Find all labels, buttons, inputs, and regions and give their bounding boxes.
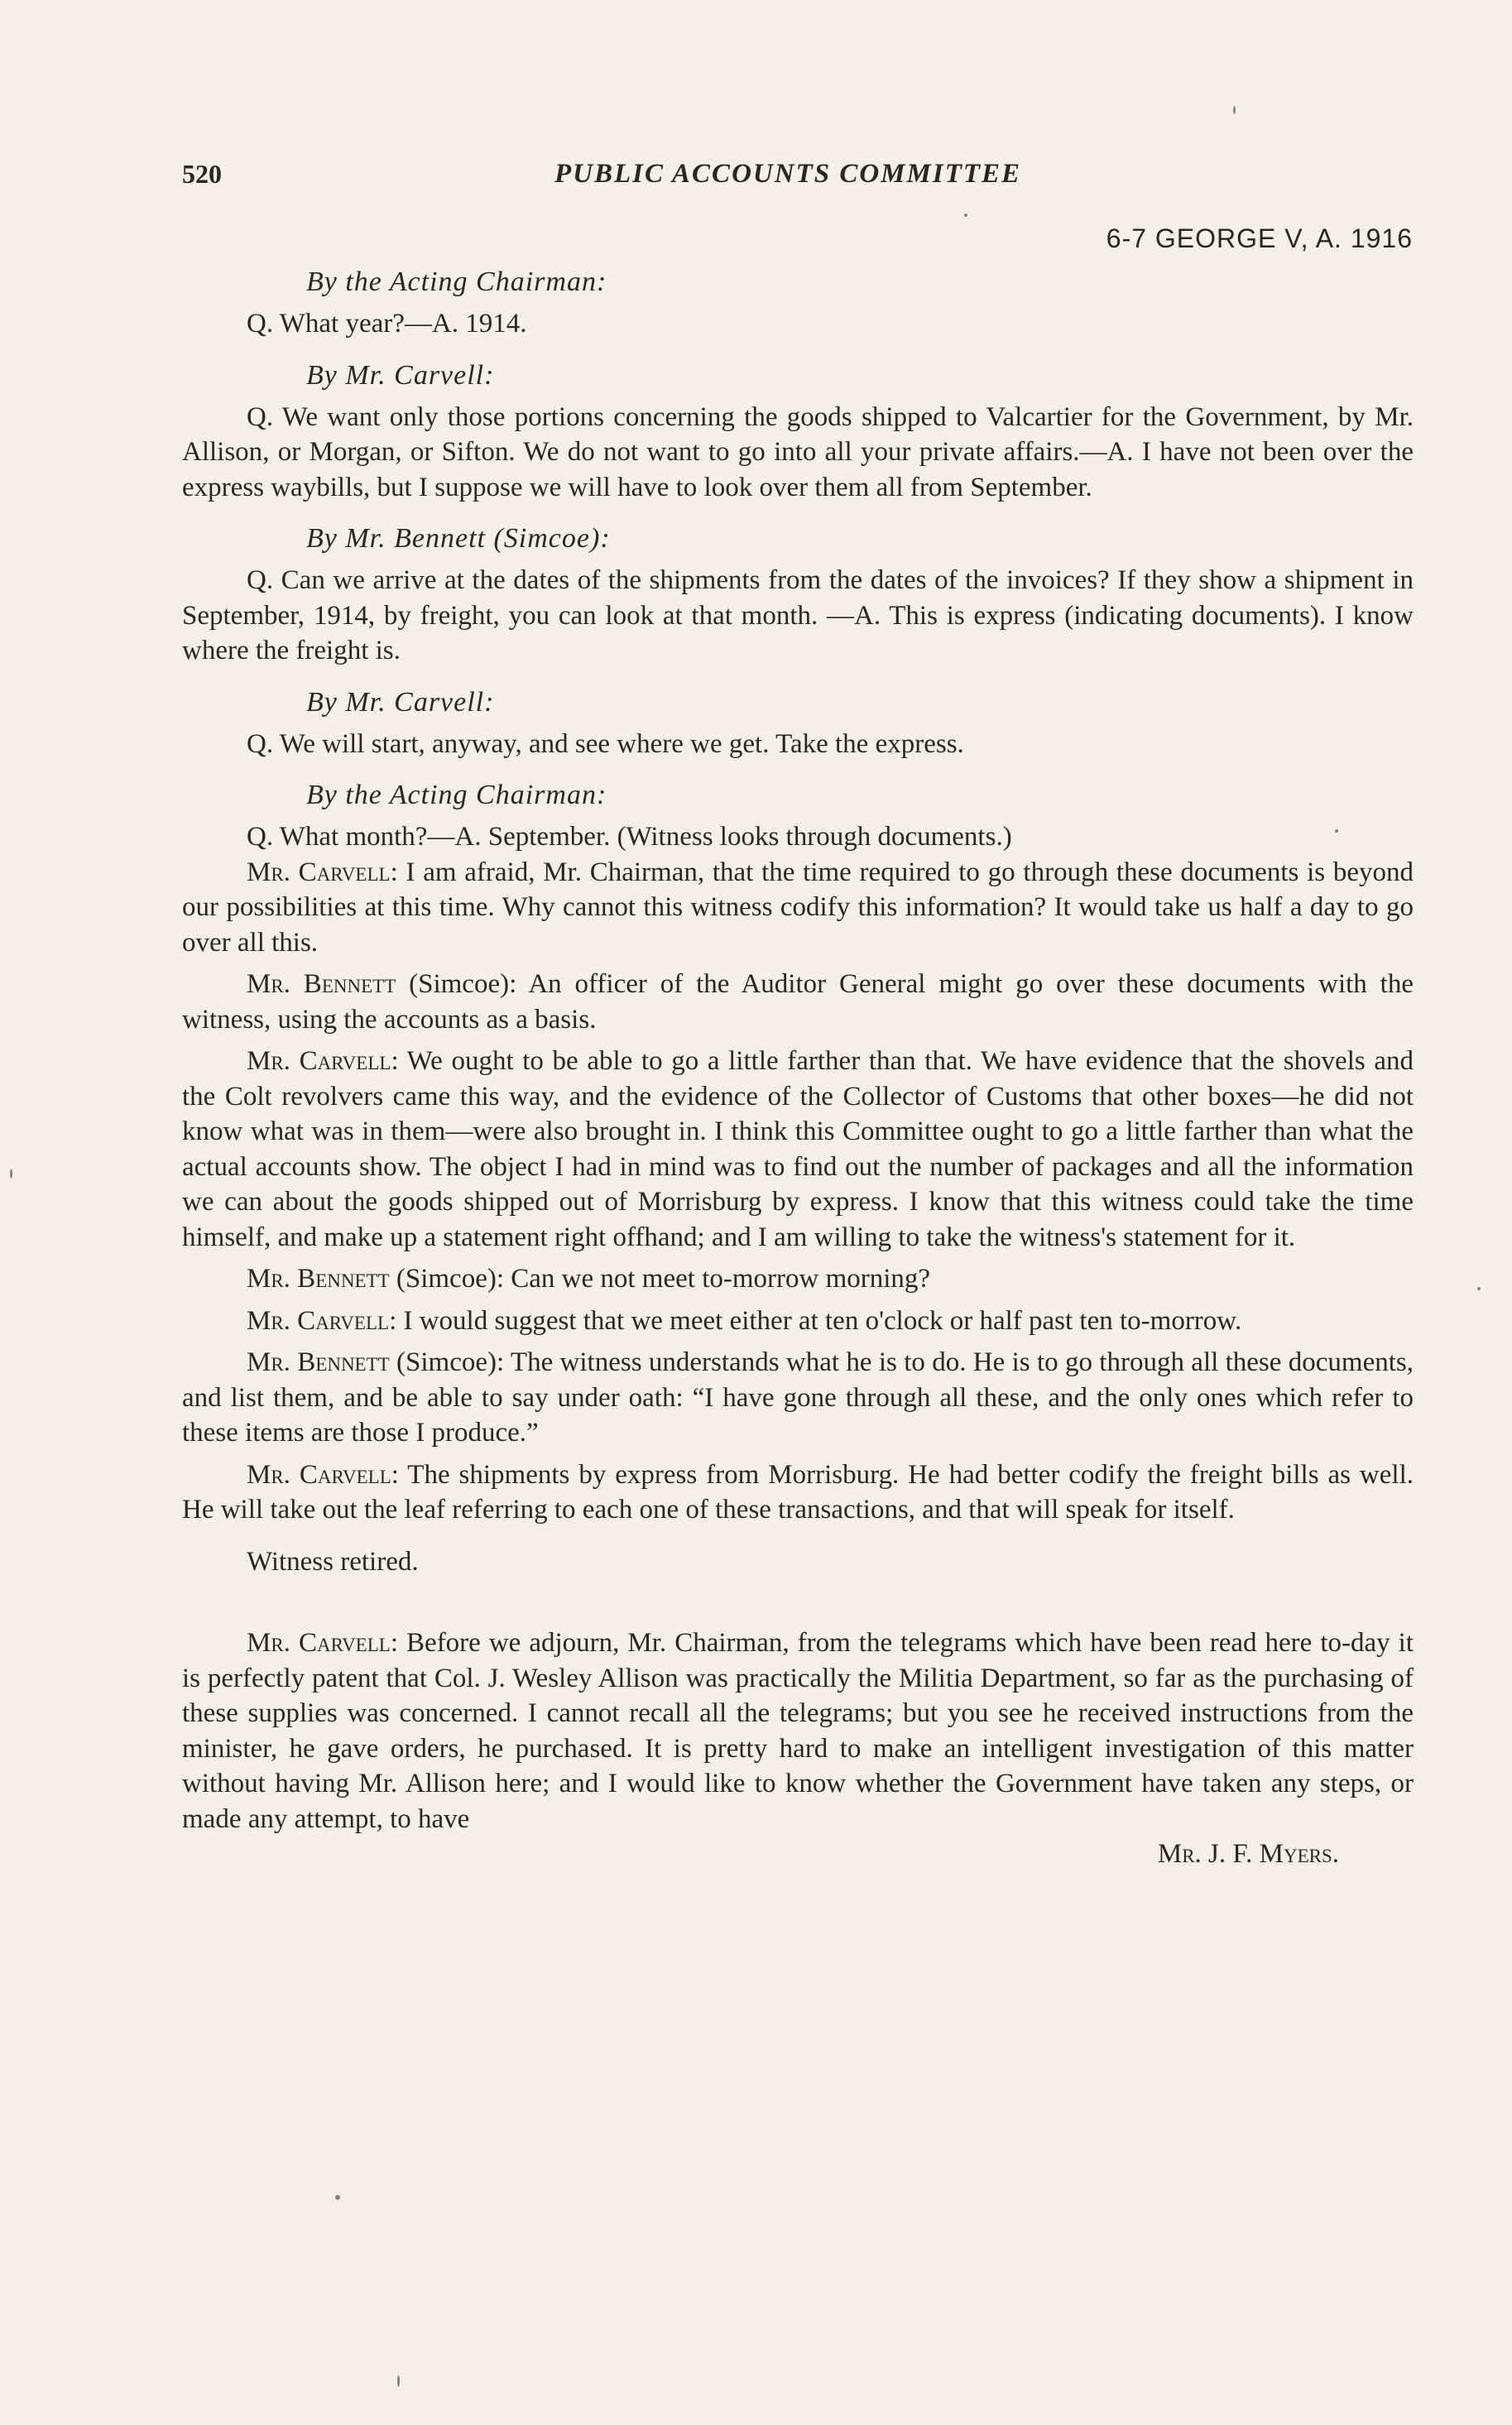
question-answer: Q. What month?—A. September. (Witness looks through documents.) (247, 822, 1012, 852)
page-number: 520 (182, 159, 222, 189)
speaker-name: Mr. Bennett (247, 1347, 390, 1377)
speech-text: (Simcoe): The witness understands what he is to do. He is to go through all these documents, and list them, and be able to say under oath: “I have gone through all these, and the only ones which refer to these items are those I produce.” (182, 1347, 1414, 1448)
paper-speck (397, 2375, 400, 2387)
speaker-heading: By Mr. Carvell: (306, 686, 495, 718)
speaker-heading: By Mr. Bennett (Simcoe): (306, 523, 611, 554)
speaker-heading: By Mr. Carvell: (306, 359, 495, 391)
speech-text: : The shipments by express from Morrisburg. He had better codify the freight bills as well. He will take out the leaf referring to each one of these transactions, and that will speak for itself. (182, 1459, 1414, 1525)
speaker-name: Mr. Carvell (247, 1046, 391, 1076)
session-label: 6-7 GEORGE V, A. 1916 (1106, 223, 1413, 253)
speaker-name: Mr. Carvell (247, 1628, 391, 1658)
speech-text: : Before we adjourn, Mr. Chairman, from the telegrams which have been read here to-day it is perfectly patent that Col. J. Wesley Allison was practically the Militia Department, so far as the purchasing of these supplies was concerned. I cannot recall all the telegrams; but you see he received instructions from the minister, he gave orders, he purchased. It is pretty hard to make an intelligent investigation of this matter without having Mr. Allison here; and I would like to know whether the Government have taken any steps, or made any attempt, to have (182, 1628, 1414, 1834)
speech-text: : I am afraid, Mr. Chairman, that the time required to go through these documents is beyond our possibilities at this time. Why cannot this witness codify this information? It would take us half a day to go over all this. (182, 857, 1414, 958)
document-body (182, 265, 1414, 1872)
speech-paragraph (182, 967, 1414, 1037)
running-head (182, 159, 1413, 199)
paper-speck (964, 214, 967, 217)
speaker-heading: By the Acting Chairman: (306, 780, 607, 810)
speech-paragraph (182, 1304, 1414, 1339)
speaker-name: Mr. Bennett (247, 969, 396, 999)
paper-speck (10, 1169, 12, 1179)
paper-speck (1233, 106, 1236, 114)
question-answer: Q. Can we arrive at the dates of the shipments from the dates of the invoices? If they show a shipment in September, 1914, by freight, you can look at that month. —A. This is express (indicating documents). I know where the freight is. (182, 565, 1414, 665)
speaker-name: Mr. Carvell (247, 1459, 391, 1490)
stage-direction: Witness retired. (247, 1546, 419, 1577)
paper-speck (1335, 829, 1338, 833)
speech-text: (Simcoe): Can we not meet to-morrow morning? (389, 1264, 931, 1294)
page-title: PUBLIC ACCOUNTS COMMITTEE (554, 159, 1022, 189)
speaker-name: Mr. Carvell (247, 1305, 390, 1336)
speech-paragraph (182, 1044, 1414, 1255)
catchword: Mr. J. F. Myers. (1157, 1839, 1339, 1869)
speech-text: : I would suggest that we meet either at ten o'clock or half past ten to-morrow. (389, 1305, 1242, 1336)
speaker-name: Mr. Carvell (247, 857, 391, 887)
question-answer: Q. What year?—A. 1914. (247, 309, 527, 339)
speech-text: (Simcoe): An officer of the Auditor General might go over these documents with the witness, using the accounts as a basis. (182, 969, 1414, 1035)
speech-paragraph (182, 1457, 1414, 1528)
speech-paragraph (182, 855, 1414, 961)
speech-text: : We ought to be able to go a little farther than that. We have evidence that the shovels and the Colt revolvers came this way, and the evidence of the Collector of Customs that other boxes—he did not know what was in them—were also brought in. I think this Committee ought to go a little farther than what the actual accounts show. The object I had in mind was to find out the number of packages and all the information we can about the goods shipped out of Morrisburg by express. I know that this witness could take the time himself, and make up a statement right offhand; and I am willing to take the witness's statement for it. (182, 1046, 1414, 1252)
speaker-name: Mr. Bennett (247, 1264, 390, 1294)
speech-paragraph (182, 1261, 1414, 1297)
question-answer: Q. We want only those portions concerning the goods shipped to Valcartier for the Government, by Mr. Allison, or Morgan, or Sifton. We do not want to go into all your private affairs.—A. I have not been over the express waybills, but I suppose we will have to look over them all from September. (182, 401, 1414, 502)
paper-speck (335, 2195, 340, 2200)
speech-paragraph (182, 1625, 1414, 1837)
paper-speck (1477, 1287, 1481, 1290)
question-answer: Q. We will start, anyway, and see where we get. Take the express. (247, 728, 964, 759)
speaker-heading: By the Acting Chairman: (306, 267, 607, 297)
speech-paragraph (182, 1345, 1414, 1451)
